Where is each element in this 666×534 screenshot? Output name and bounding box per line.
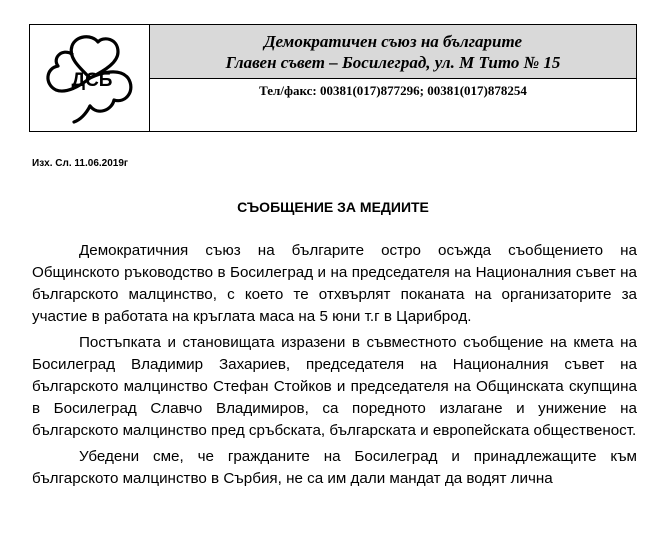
paragraph-2: Постъпката и становищата изразени в съвместното съобщение на кмета на Босилеград Владимир Захариев, председателя на Националния съвет на българското малцинство Стефан Стойков и председателя на Общинската скупщина в Босилеград Славчо Владимиров, са поредното излагане и унижение на българското малцинство пред сръбската, българската и европейската общественост.	[32, 334, 637, 439]
document-body	[32, 240, 637, 494]
org-address: Главен съвет – Босилеград, ул. М Тито № 15	[225, 52, 561, 72]
paragraph-1: Демократичния съюз на българите остро осъжда съобщението на Общинското ръководство в Босилеград и на председателя на Националния съвет на българското малцинство, с което те отхвърлят поканата на организаторите за участие в работата на кръглата маса на 5 юни т.г в Цариброд.	[32, 242, 637, 325]
letterhead-info	[150, 25, 636, 131]
logo-text: ДСБ	[71, 70, 112, 91]
document-title: СЪОБЩЕНИЕ ЗА МЕДИИТЕ	[237, 199, 429, 215]
issue-date: Изх. Сл. 11.06.2019г	[32, 158, 129, 169]
paragraph-3: Убедени сме, че гражданите на Босилеград и принадлежащите към българското малцинство в Сърбия, не са им дали мандат да водят лична	[32, 448, 637, 487]
contact-phone-fax: Тел/факс: 00381(017)877296; 00381(017)878254	[259, 83, 527, 98]
clover-logo-icon	[40, 28, 140, 128]
org-block	[150, 25, 636, 79]
logo-cell	[30, 25, 150, 131]
letterhead	[29, 24, 637, 132]
org-name: Демократичен съюз на българите	[263, 31, 523, 51]
contact-block	[150, 79, 636, 131]
